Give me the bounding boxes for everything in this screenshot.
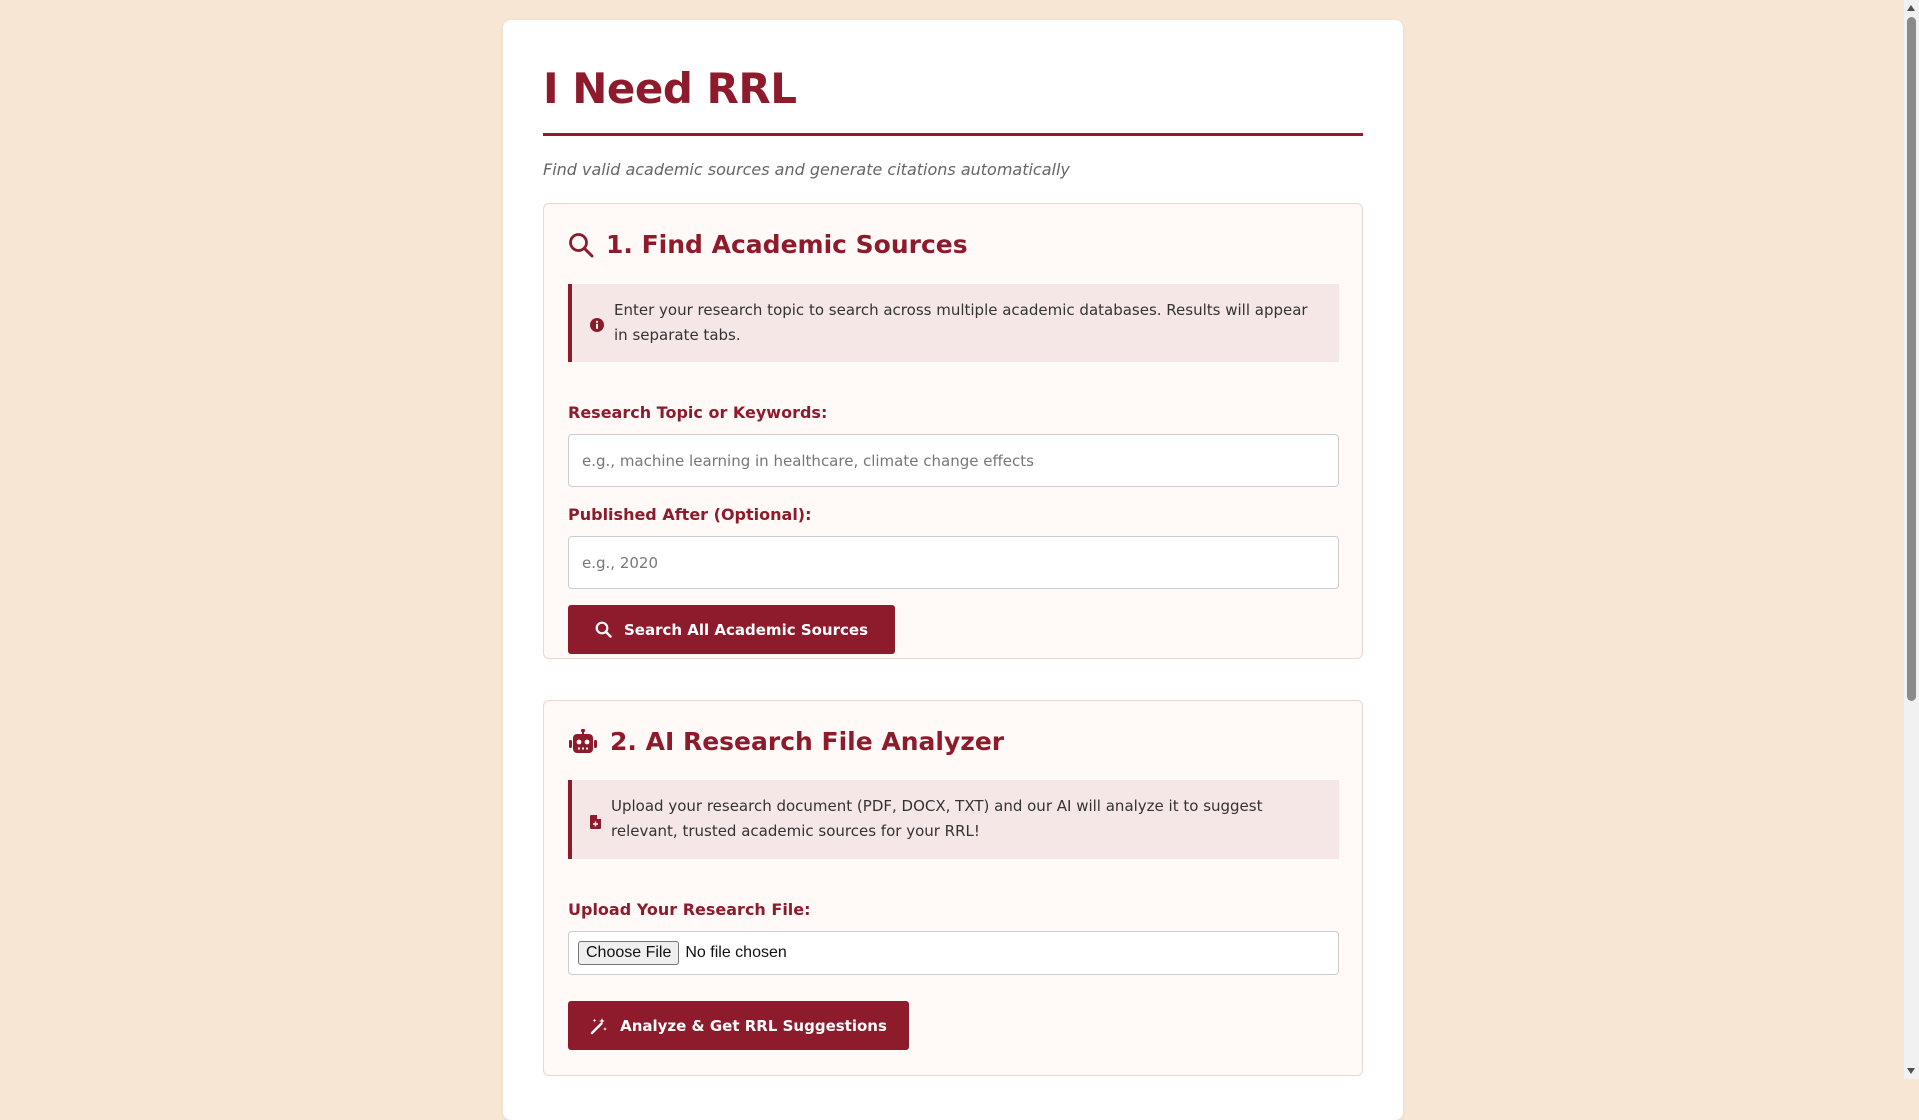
file-icon bbox=[590, 798, 601, 845]
main-container bbox=[503, 20, 1403, 1120]
scroll-up-arrow-icon[interactable] bbox=[1907, 5, 1915, 11]
magic-wand-icon bbox=[590, 1017, 608, 1035]
page-subtitle: Find valid academic sources and generate citations automatically bbox=[543, 160, 1070, 179]
find-sources-info-text: Enter your research topic to search across multiple academic databases. Results will appear in separate tabs. bbox=[614, 301, 1308, 344]
search-icon bbox=[595, 621, 612, 638]
search-icon bbox=[568, 232, 594, 258]
research-file-input[interactable] bbox=[568, 931, 1339, 975]
info-circle-icon bbox=[590, 302, 604, 348]
choose-file-button[interactable]: Choose File bbox=[578, 941, 679, 965]
title-divider bbox=[543, 133, 1363, 136]
find-sources-card bbox=[543, 203, 1363, 659]
upload-label: Upload Your Research File: bbox=[568, 900, 811, 919]
published-after-input[interactable] bbox=[568, 536, 1339, 589]
vertical-scrollbar[interactable] bbox=[1904, 0, 1919, 1079]
analyzer-info-box bbox=[568, 780, 1339, 859]
search-all-button-label: Search All Academic Sources bbox=[624, 620, 868, 639]
analyzer-info-text: Upload your research document (PDF, DOCX, TXT) and our AI will analyze it to suggest relevant, trusted academic sources for your RRL! bbox=[611, 797, 1263, 840]
topic-label: Research Topic or Keywords: bbox=[568, 403, 828, 422]
find-sources-heading: 1. Find Academic Sources bbox=[606, 230, 968, 259]
search-all-button[interactable] bbox=[568, 605, 895, 654]
robot-icon bbox=[568, 729, 598, 755]
scroll-down-arrow-icon[interactable] bbox=[1907, 1068, 1915, 1074]
find-sources-header bbox=[568, 230, 968, 259]
published-after-label: Published After (Optional): bbox=[568, 505, 812, 524]
scrollbar-thumb[interactable] bbox=[1907, 17, 1916, 701]
file-status-text: No file chosen bbox=[685, 944, 787, 961]
topic-input[interactable] bbox=[568, 434, 1339, 487]
analyze-button-label: Analyze & Get RRL Suggestions bbox=[620, 1016, 887, 1035]
analyzer-header bbox=[568, 727, 1004, 756]
page-title: I Need RRL bbox=[543, 64, 797, 113]
analyzer-card bbox=[543, 700, 1363, 1076]
analyzer-heading: 2. AI Research File Analyzer bbox=[610, 727, 1005, 756]
find-sources-info-box bbox=[568, 284, 1339, 362]
analyze-button[interactable] bbox=[568, 1001, 909, 1050]
